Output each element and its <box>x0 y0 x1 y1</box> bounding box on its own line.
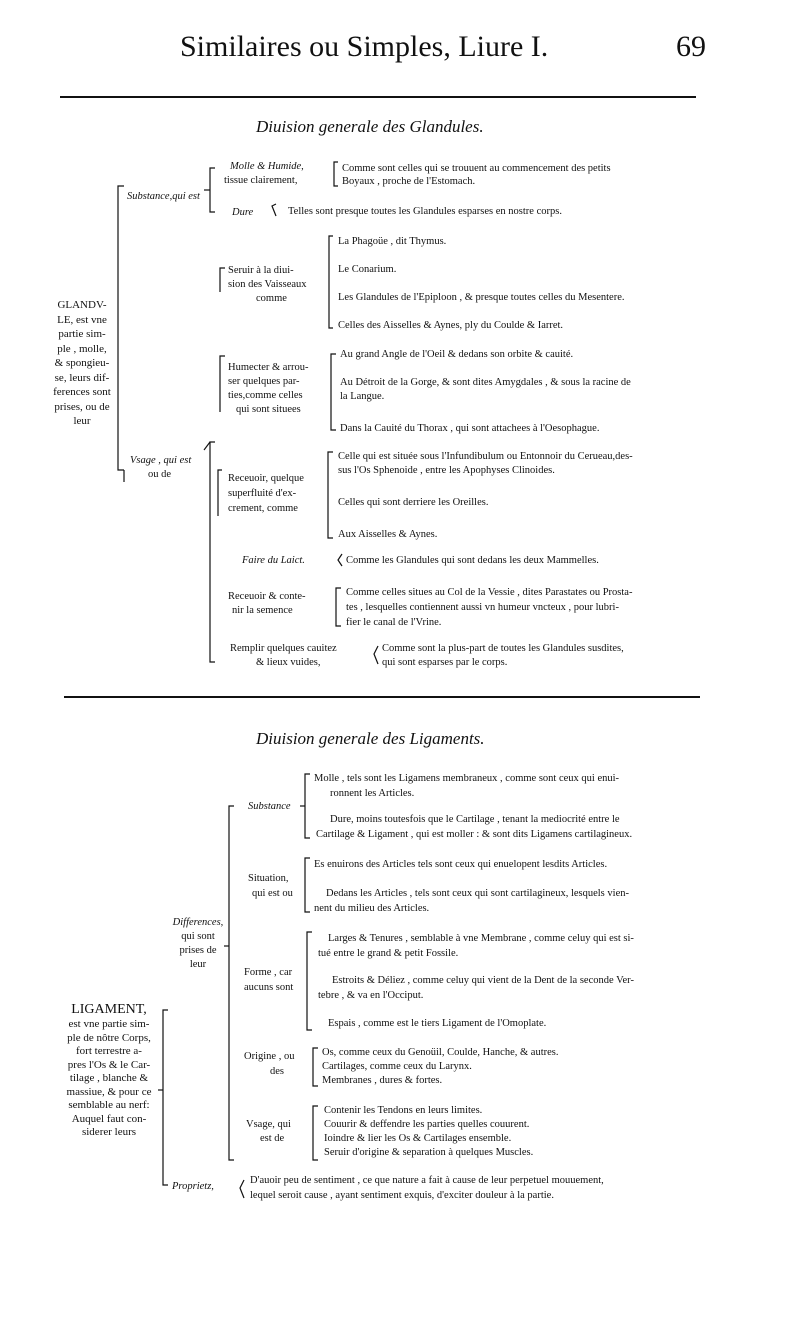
proprietes-text-1: D'auoir peu de sentiment , ce que nature a fait à cause de leur perpetuel mouuement, <box>250 1175 604 1186</box>
recevoir-item-1: Celle qui est située sous l'Infundibulum ou Entonnoir du Cerueau,des- <box>338 451 633 462</box>
servir-item-2: Le Conarium. <box>338 264 397 275</box>
origine-item-1: Os, comme ceux du Genoüil, Coulde, Hanche, & autres. <box>322 1047 559 1058</box>
servir-label-2: sion des Vaisseaux <box>228 279 307 290</box>
differences-label: Differences, qui sont prises de leur <box>172 917 224 970</box>
glandule-substance-label: Substance,qui est <box>127 191 200 202</box>
proprietes-label: Proprietz, <box>172 1181 214 1192</box>
proprietes-text-2: lequel seroit cause , ayant sentiment exquis, d'exciter douleur à la partie. <box>250 1190 554 1201</box>
glandule-root-definition: GLANDV- LE, est vne partie sim- ple , molle, & spongieu- se, leurs dif- ferences sont prises, ou de leur <box>53 299 111 427</box>
situation-item-2: Dedans les Articles , tels sont ceux qui sont cartilagineux, lesquels vien- <box>326 888 629 899</box>
semence-text-3: fier le canal de l'Vrine. <box>346 617 442 628</box>
lig-usage-item-1: Contenir les Tendons en leurs limites. <box>324 1105 483 1116</box>
lig-molle-text-2: ronnent les Articles. <box>330 788 415 799</box>
lig-dure-text-2: Cartilage & Ligament , qui est moller : & sont dits Ligamens cartilagineux. <box>316 829 633 840</box>
humecter-item-3: la Langue. <box>340 391 385 402</box>
servir-label-1: Seruir à la diui- <box>228 265 294 276</box>
humecter-label-1: Humecter & arrou- <box>228 362 309 373</box>
recevoir-label-3: crement, comme <box>228 503 298 514</box>
lig-molle-text-1: Molle , tels sont les Ligamens membraneux , comme sont ceux qui enui- <box>314 773 620 784</box>
servir-item-4: Celles des Aisselles & Aynes, ply du Coulde & Iarret. <box>338 320 564 331</box>
semence-label-1: Receuoir & conte- <box>228 591 306 602</box>
forme-item-3: Estroits & Déliez , comme celuy qui vient de la Dent de la seconde Ver- <box>332 975 634 986</box>
molle-text-1: Comme sont celles qui se trouuent au commencement des petits <box>342 163 611 174</box>
remplir-text-1: Comme sont la plus-part de toutes les Glandules susdites, <box>382 643 624 654</box>
section-title-glandules: Diuision generale des Glandules. <box>256 117 484 136</box>
glandule-usage-label-1: Vsage , qui est <box>130 455 192 466</box>
situation-label-1: Situation, <box>248 873 289 884</box>
molle-label-2: tissue clairement, <box>224 175 298 186</box>
molle-text-2: Boyaux , proche de l'Estomach. <box>342 176 476 187</box>
humecter-label-3: ties,comme celles <box>228 390 303 401</box>
lig-usage-label-2: est de <box>260 1133 285 1144</box>
semence-text-1: Comme celles situes au Col de la Vessie , dites Parastates ou Prosta- <box>346 587 633 598</box>
recevoir-label-1: Receuoir, quelque <box>228 473 304 484</box>
origine-item-3: Membranes , dures & fortes. <box>322 1075 443 1086</box>
origine-label-2: des <box>270 1066 284 1077</box>
semence-label-2: nir la semence <box>232 605 293 616</box>
lig-usage-label-1: Vsage, qui <box>246 1119 291 1130</box>
situation-item-1: Es enuirons des Articles tels sont ceux qui enuelopent lesdits Articles. <box>314 859 608 870</box>
humecter-item-2: Au Détroit de la Gorge, & sont dites Amygdales , & sous la racine de <box>340 377 631 388</box>
section-title-ligaments: Diuision generale des Ligaments. <box>256 729 485 748</box>
remplir-label-2: & lieux vuides, <box>256 657 321 668</box>
recevoir-item-4: Aux Aisselles & Aynes. <box>338 529 438 540</box>
humecter-label-4: qui sont situees <box>236 404 301 415</box>
lig-usage-item-3: Ioindre & lier les Os & Cartilages ensemble. <box>324 1133 512 1144</box>
ligament-root-definition: LIGAMENT, est vne partie sim- ple de nôtre Corps, fort terrestre a- pres l'Os & le Car- tilage , blanche & massiue, & pour ce semblable au nerf: Auquel faut con- siderer leurs <box>66 1002 152 1138</box>
recevoir-item-2: sus l'Os Sphenoide , entre les Apophyses Clinoides. <box>338 465 555 476</box>
page-number: 69 <box>676 30 706 63</box>
section-divider <box>64 696 700 698</box>
situation-item-3: nent du milieu des Articles. <box>314 903 430 914</box>
servir-label-3: comme <box>256 293 287 304</box>
origine-item-2: Cartilages, comme ceux du Larynx. <box>322 1061 472 1072</box>
lig-usage-item-4: Seruir d'origine & separation à quelques Muscles. <box>324 1147 534 1158</box>
remplir-text-2: qui sont esparses par le corps. <box>382 657 508 668</box>
servir-item-3: Les Glandules de l'Epiploon , & presque toutes celles du Mesentere. <box>338 292 625 303</box>
humecter-item-1: Au grand Angle de l'Oeil & dedans son orbite & cauité. <box>340 349 574 360</box>
running-title: Similaires ou Simples, Liure I. <box>180 30 549 63</box>
dure-label: Dure <box>232 207 254 218</box>
laict-label: Faire du Laict. <box>242 555 305 566</box>
dure-text: Telles sont presque toutes les Glandules esparses en nostre corps. <box>288 206 562 217</box>
forme-item-5: Espais , comme est le tiers Ligament de l'Omoplate. <box>328 1018 547 1029</box>
forme-item-4: tebre , & va en l'Occiput. <box>318 990 424 1001</box>
forme-item-2: tué entre le grand & petit Fossile. <box>318 948 459 959</box>
humecter-item-4: Dans la Cauité du Thorax , qui sont attachees à l'Oesophague. <box>340 423 600 434</box>
forme-label-2: aucuns sont <box>244 982 294 993</box>
remplir-label-1: Remplir quelques cauitez <box>230 643 337 654</box>
origine-label-1: Origine , ou <box>244 1051 295 1062</box>
lig-dure-text-1: Dure, moins toutesfois que le Cartilage , tenant la mediocrité entre le <box>330 814 620 825</box>
lig-usage-item-2: Couurir & deffendre les parties quelles couurent. <box>324 1119 530 1130</box>
recevoir-item-3: Celles qui sont derriere les Oreilles. <box>338 497 489 508</box>
laict-text: Comme les Glandules qui sont dedans les deux Mammelles. <box>346 555 599 566</box>
semence-text-2: tes , lesquelles contiennent aussi vn humeur vncteux , pour lubri- <box>346 602 619 613</box>
servir-item-1: La Phagoüe , dit Thymus. <box>338 236 447 247</box>
situation-label-2: qui est ou <box>252 888 293 899</box>
humecter-label-2: ser quelques par- <box>228 376 300 387</box>
recevoir-label-2: superfluité d'ex- <box>228 488 297 499</box>
glandule-usage-label-2: ou de <box>148 469 172 480</box>
lig-substance-label: Substance <box>248 801 291 812</box>
forme-item-1: Larges & Tenures , semblable à vne Membrane , comme celuy qui est si- <box>328 933 634 944</box>
molle-label-1: Molle & Humide, <box>230 161 304 172</box>
forme-label-1: Forme , car <box>244 967 293 978</box>
